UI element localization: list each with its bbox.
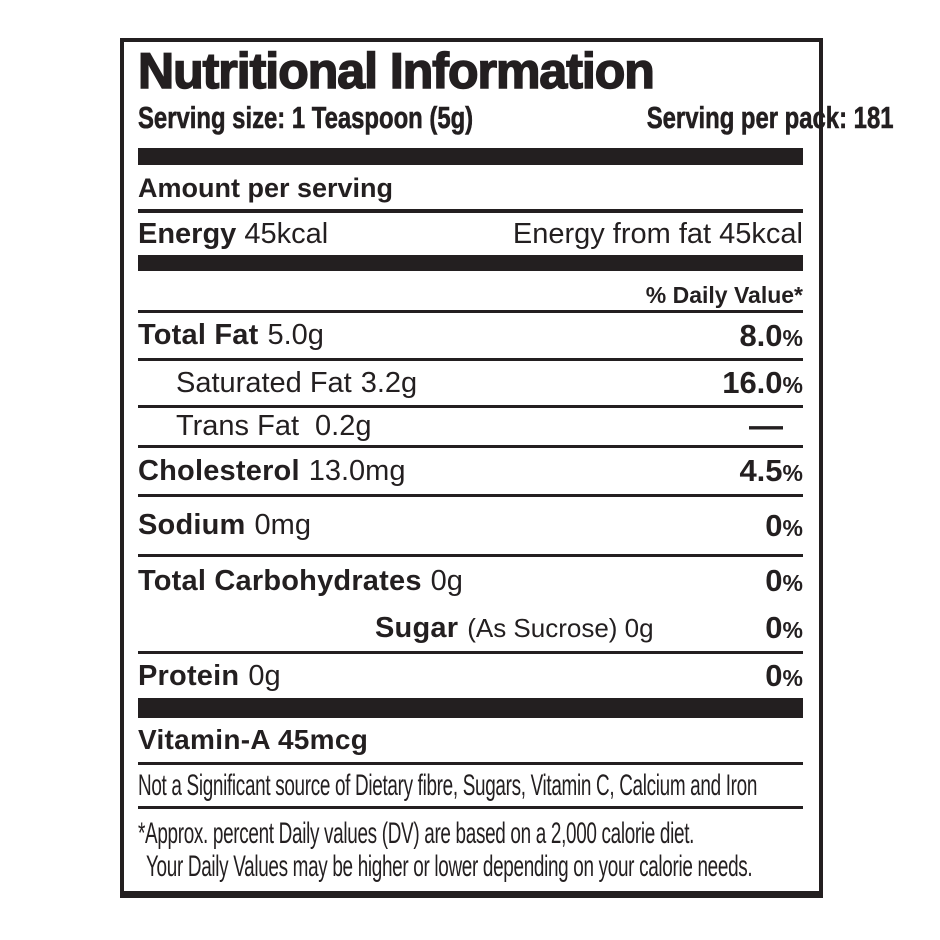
- nutrient-amount: (As Sucrose) 0g: [467, 612, 654, 643]
- nutrient-daily-value: 4.5%: [739, 453, 803, 488]
- divider-bar-thick: [138, 148, 803, 165]
- energy-from-fat: Energy from fat 45kcal: [512, 218, 803, 250]
- vitamin-amount: 45mcg: [277, 724, 369, 755]
- vitamin-label: Vitamin-A: [138, 724, 270, 755]
- nutrient-row-total-fat: [138, 313, 803, 361]
- energy-value: [138, 219, 328, 249]
- nutrient-row-protein: [138, 654, 803, 698]
- nutrient-amount: 0g: [430, 564, 463, 597]
- nutrient-label: Total Fat: [138, 319, 259, 351]
- footnote-line-1: *Approx. percent Daily values (DV) are based on a 2,000 calorie diet.: [138, 817, 695, 850]
- amount-per-serving-heading: Amount per serving: [138, 173, 803, 213]
- nutrient-amount: 13.0mg: [308, 454, 406, 487]
- nutrient-label: Saturated Fat: [176, 366, 352, 399]
- nutrient-amount: 0g: [248, 659, 281, 692]
- divider-bar-thick: [138, 255, 803, 271]
- nutrient-label: Sodium: [138, 509, 246, 541]
- nutrient-row-total-carbohydrates: [138, 557, 803, 605]
- nutrient-row-trans-fat: [138, 408, 803, 448]
- not-significant-note: Not a Significant source of Dietary fibre, Sugars, Vitamin C, Calcium and Iron: [138, 765, 803, 809]
- nutrient-daily-value: —: [749, 407, 781, 445]
- nutrient-daily-value: 0%: [765, 507, 803, 543]
- nutrient-label: Cholesterol: [138, 454, 300, 487]
- nutrient-label: Trans Fat: [176, 410, 300, 442]
- energy-row: [138, 213, 803, 249]
- nutrient-row-sodium: [138, 497, 803, 557]
- nutrient-daily-value: 0%: [765, 658, 803, 693]
- nutrient-amount: 5.0g: [267, 319, 324, 351]
- nutrient-daily-value: 16.0%: [722, 365, 803, 400]
- serving-info-row: [138, 100, 894, 135]
- nutrient-row-saturated-fat: [138, 361, 803, 408]
- nutrient-amount: 3.2g: [360, 366, 418, 399]
- nutrient-amount: 0mg: [254, 509, 311, 541]
- nutrient-row-sugar: [138, 605, 803, 654]
- nutrient-label: Total Carbohydrates: [138, 564, 422, 597]
- nutrient-daily-value: 0%: [765, 610, 803, 645]
- nutrient-daily-value: 8.0%: [739, 317, 803, 353]
- energy-label: Energy: [138, 218, 237, 250]
- nutrient-daily-value: 0%: [765, 563, 803, 598]
- nutrient-label: Protein: [138, 659, 240, 692]
- serving-size-label: Serving size: 1 Teaspoon (5g): [138, 100, 474, 135]
- nutrient-label: Sugar: [375, 611, 459, 644]
- vitamin-a-row: [138, 718, 803, 765]
- daily-value-heading: % Daily Value*: [138, 271, 803, 313]
- nutrient-amount: 0.2g: [315, 410, 372, 442]
- daily-value-footnote: [138, 809, 803, 883]
- nutrient-row-cholesterol: [138, 448, 803, 497]
- divider-bar-thick: [138, 698, 803, 718]
- page-title: Nutritional Information: [138, 43, 654, 99]
- serving-per-pack-label: Serving per pack: 181: [646, 100, 894, 135]
- nutrition-label: [120, 38, 894, 898]
- energy-kcal: 45kcal: [244, 218, 329, 250]
- footnote-line-2: Your Daily Values may be higher or lower depending on your calorie needs.: [146, 850, 753, 883]
